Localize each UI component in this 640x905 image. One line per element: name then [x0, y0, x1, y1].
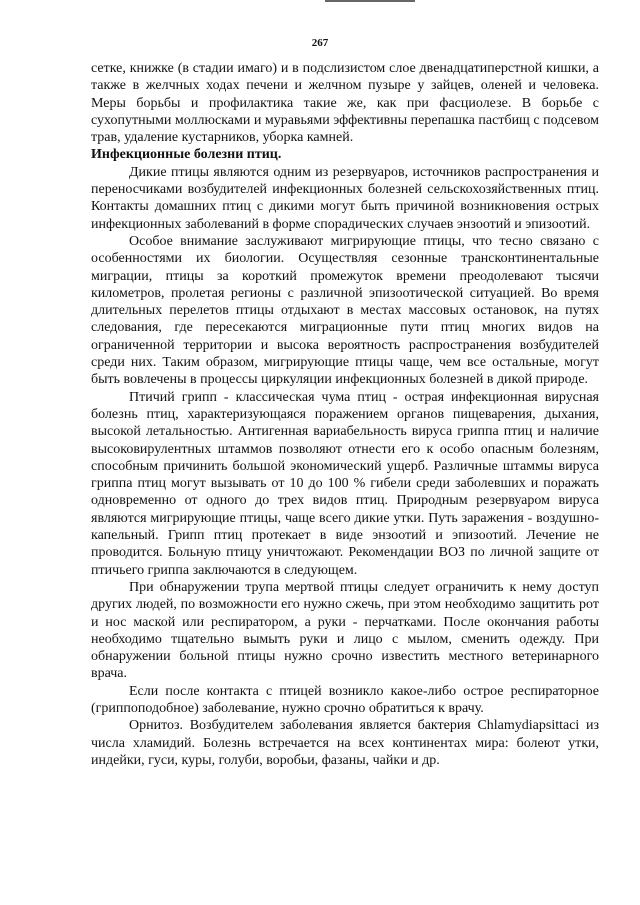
paragraph-ornithosis: Орнитоз. Возбудителем заболевания является бактерия Chlamydiapsittaci из числа хламидий. Болезнь встречается на всех континентах мира: болеют утки, индейки, гуси, куры, голуби, воробьи, фазаны, чайки и др.: [91, 718, 599, 768]
page-body: [91, 60, 599, 769]
paragraph-avian-flu: Птичий грипп - классическая чума птиц - острая инфекционная вирусная болезнь птиц, характеризующаяся поражением органов пищеварения, дыхания, высокой летальностью. Антигенная вариабельность вируса гриппа птиц и наличие высоковирулентных штаммов позволяют отнести его к особо опасным болезням, способным причинить большой экономический ущерб. Различные штаммы вируса гриппа птиц могут вызывать от 10 до 100 % гибели среди заболевших и поражать одновременно от одного до трех видов птиц. Природным резервуаром вируса являются мигрирующие птицы, чаще всего дикие утки. Путь заражения - воздушно-капельный. Грипп птиц протекает в виде энзоотий и эпизоотий. Лечение не проводится. Больную птицу уничтожают. Рекомендации ВОЗ по личной защите от птичьего гриппа заключаются в следующем.: [91, 389, 599, 578]
page-number: 267: [311, 37, 329, 49]
paragraph-migratory-birds: Особое внимание заслуживают мигрирующие птицы, что тесно связано с особенностями их биологии. Осуществляя сезонные трансконтинентальные миграции, птицы за короткий промежуток времени преодолевают тысячи километров, пролетая регионы с различной эпизоотической ситуацией. Во время длительных перелетов птицы отдыхают в местах массовых остановок, на путях следования, где пересекаются миграционные пути птиц многих видов на ограниченной территории и высока вероятность распространения возбудителей среди них. Таким образом, мигрирующие птицы чаще, чем все остальные, могут быть вовлечены в процессы циркуляции инфекционных болезней в дикой природе.: [91, 233, 599, 388]
paragraph-wild-birds: Дикие птицы являются одним из резервуаров, источников распространения и переносчиками возбудителей инфекционных болезней сельскохозяйственных птиц. Контакты домашних птиц с дикими могут быть причиной возникновения острых инфекционных заболеваний в форме спорадических случаев энзоотий и эпизоотий.: [91, 164, 599, 232]
top-edge-mark: [325, 0, 415, 2]
paragraph-respiratory: Если после контакта с птицей возникло какое-либо острое респираторное (гриппоподобное) заболевание, нужно срочно обратиться к врачу.: [91, 683, 599, 716]
paragraph-dead-bird: При обнаружении трупа мертвой птицы следует ограничить к нему доступ других людей, по возможности его нужно сжечь, при этом необходимо защитить рот и нос маской или респиратором, а руки - перчатками. После окончания работы необходимо тщательно вымыть руки и лицо с мылом, сменить одежду. При обнаружении больной птицы нужно срочно известить местного ветеринарного врача.: [91, 579, 599, 682]
paragraph-continuation: сетке, книжке (в стадии имаго) и в подслизистом слое двенадцатиперстной кишки, а также в желчных ходах печени и желчном пузыре у зайцев, оленей и человека. Меры борьбы и профилактика такие же, как при фасциолезе. В борьбе с сухопутными моллюсками и муравьями эффективны перепашка пастбищ с подсевом трав, удаление кустарников, уборка камней.: [91, 61, 599, 146]
section-heading: Инфекционные болезни птиц.: [91, 147, 282, 163]
